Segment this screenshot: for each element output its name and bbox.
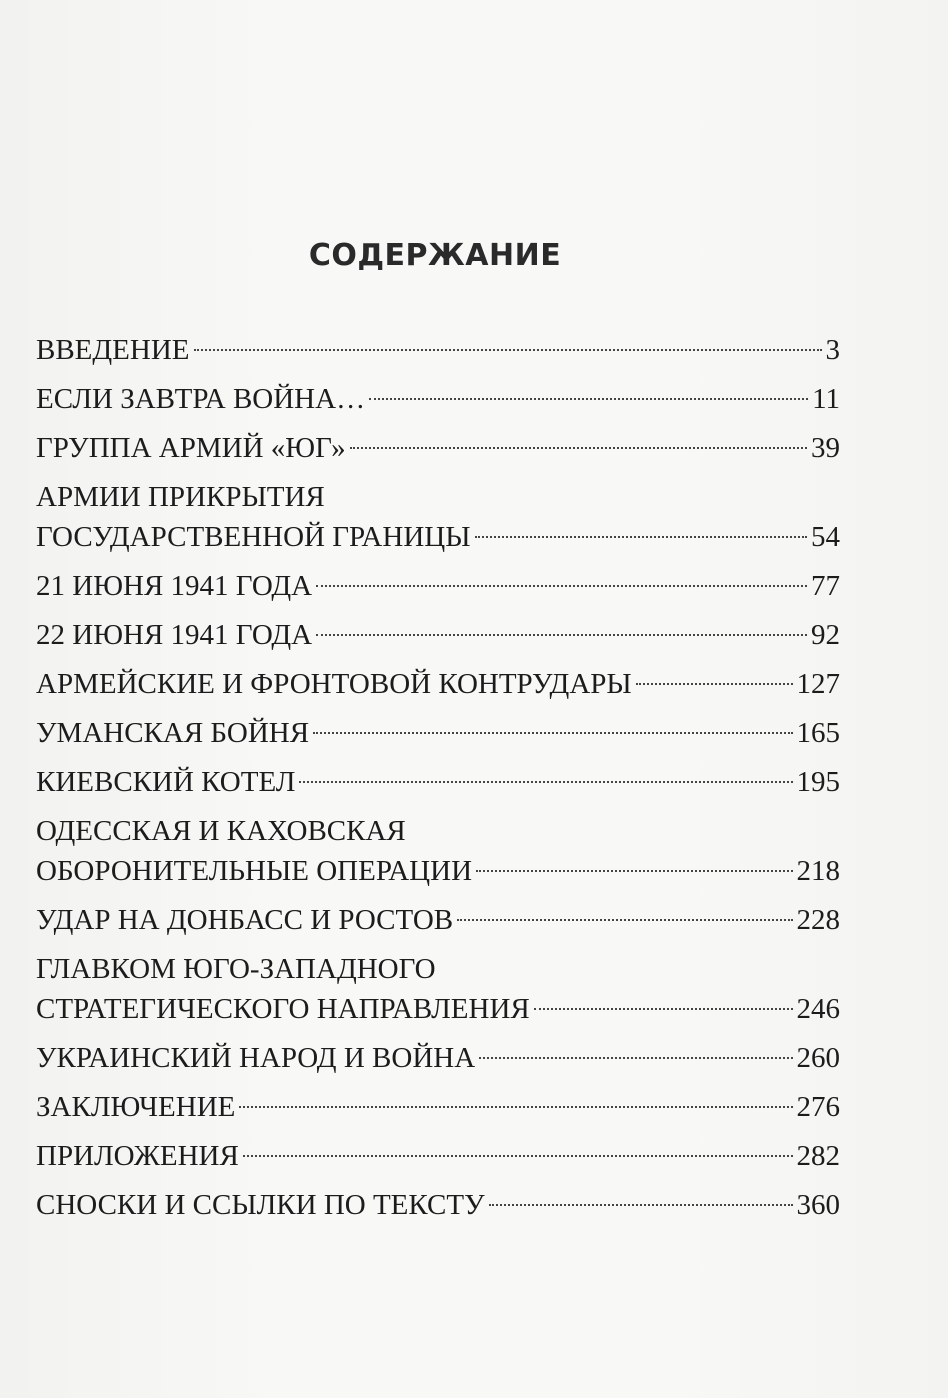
toc-entry-title: АРМЕЙСКИЕ И ФРОНТОВОЙ КОНТРУДАРЫ [36,668,632,700]
toc-entry-title: УКРАИНСКИЙ НАРОД И ВОЙНА [36,1042,476,1074]
toc-entry [36,477,840,557]
toc-entry-page: 165 [796,717,840,749]
toc-entry [36,1136,840,1176]
toc-entry-page: 228 [796,904,840,936]
dot-leader [369,398,808,400]
toc-entry [36,1185,840,1225]
dot-leader [243,1155,793,1157]
toc-entry-page: 127 [796,668,840,700]
toc-entry [36,713,840,753]
toc-entry [36,566,840,606]
dot-leader [479,1057,792,1059]
toc-entry-page: 54 [811,521,840,553]
toc-entry-page: 11 [812,383,840,415]
toc-entry-page: 218 [796,855,840,887]
toc-entry-title: ЗАКЛЮЧЕНИЕ [36,1091,236,1123]
dot-leader [350,447,807,449]
toc-entry-page: 3 [825,334,840,366]
dot-leader [534,1008,793,1010]
table-of-contents [36,330,840,1225]
toc-entry-title: ПРИЛОЖЕНИЯ [36,1140,239,1172]
toc-entry [36,379,840,419]
toc-entry-page: 77 [811,570,840,602]
toc-entry-title: 21 ИЮНЯ 1941 ГОДА [36,570,313,602]
toc-entry-title: ВВЕДЕНИЕ [36,334,190,366]
toc-entry-page: 260 [796,1042,840,1074]
toc-entry-title-line1: ГЛАВКОМ ЮГО-ЗАПАДНОГО [36,953,436,985]
dot-leader [476,870,792,872]
toc-entry-title: СТРАТЕГИЧЕСКОГО НАПРАВЛЕНИЯ [36,993,530,1025]
toc-entry-title-line1: ОДЕССКАЯ И КАХОВСКАЯ [36,815,406,847]
toc-entry-title-line1: АРМИИ ПРИКРЫТИЯ [36,481,325,513]
toc-entry [36,949,840,1029]
toc-heading: СОДЕРЖАНИЕ [308,238,562,273]
toc-entry-page: 195 [796,766,840,798]
toc-entry [36,762,840,802]
toc-entry-title: СНОСКИ И ССЫЛКИ ПО ТЕКСТУ [36,1189,485,1221]
dot-leader [194,349,822,351]
dot-leader [313,732,792,734]
dot-leader [299,781,792,783]
toc-entry [36,1087,840,1127]
toc-entry [36,811,840,891]
toc-entry [36,900,840,940]
toc-entry-page: 360 [796,1189,840,1221]
toc-entry-title: ГОСУДАРСТВЕННОЙ ГРАНИЦЫ [36,521,471,553]
toc-entry-page: 92 [811,619,840,651]
toc-entry [36,664,840,704]
dot-leader [457,919,792,921]
toc-entry [36,1038,840,1078]
dot-leader [316,634,807,636]
toc-entry-page: 282 [796,1140,840,1172]
toc-entry-title: ЕСЛИ ЗАВТРА ВОЙНА… [36,383,366,415]
toc-entry-page: 39 [811,432,840,464]
toc-entry-title: 22 ИЮНЯ 1941 ГОДА [36,619,313,651]
toc-entry [36,615,840,655]
dot-leader [239,1106,792,1108]
toc-entry-title: УМАНСКАЯ БОЙНЯ [36,717,310,749]
dot-leader [475,536,808,538]
dot-leader [636,683,793,685]
dot-leader [316,585,807,587]
toc-entry-page: 246 [796,993,840,1025]
toc-entry [36,428,840,468]
toc-entry-title: ГРУППА АРМИЙ «ЮГ» [36,432,346,464]
toc-entry-title: ОБОРОНИТЕЛЬНЫЕ ОПЕРАЦИИ [36,855,473,887]
toc-entry-page: 276 [796,1091,840,1123]
toc-entry-title: КИЕВСКИЙ КОТЕЛ [36,766,296,798]
dot-leader [489,1204,793,1206]
toc-entry-title: УДАР НА ДОНБАСС И РОСТОВ [36,904,454,936]
toc-entry [36,330,840,370]
